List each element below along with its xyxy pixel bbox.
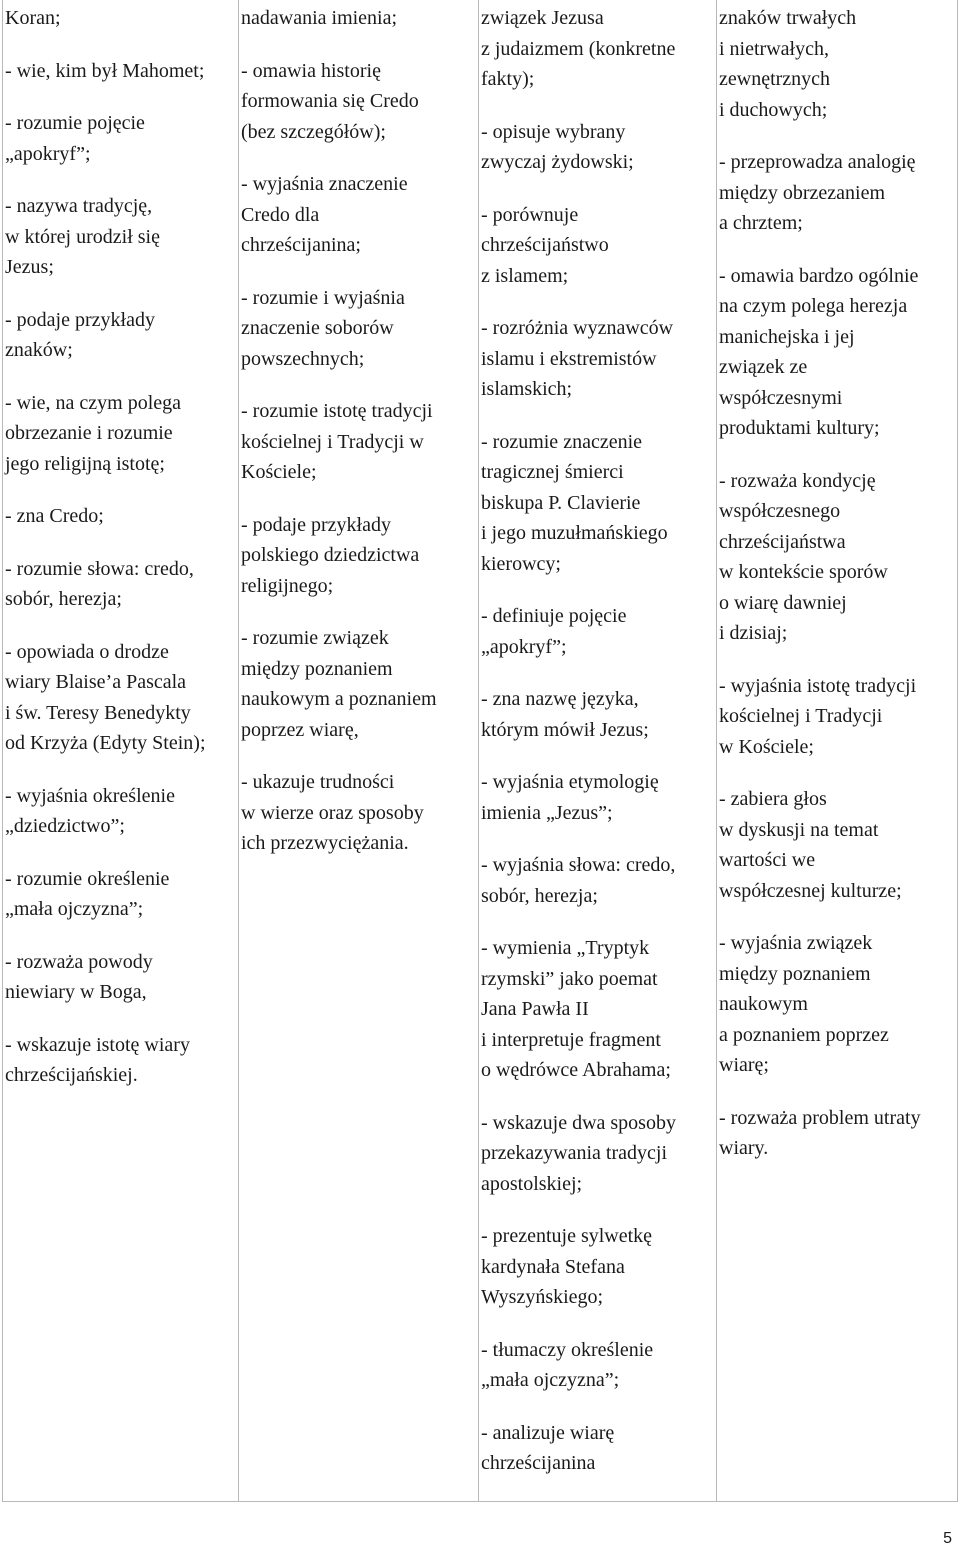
list-item: nadawania imienia; [241, 7, 398, 29]
list-item: - opisuje wybrany zwyczaj żydowski; [481, 120, 634, 173]
list-item: znaków trwałych i nietrwałych, zewnętrznych i duchowych; [719, 7, 857, 121]
page-number: 5 [943, 1530, 952, 1547]
list-item: - rozumie znaczenie tragicznej śmierci biskupa P. Clavierie i jego muzułmańskiego kierowcy; [481, 430, 668, 575]
list-item: - podaje przykłady znaków; [5, 308, 155, 361]
list-item: - wskazuje dwa sposoby przekazywania tradycji apostolskiej; [481, 1111, 676, 1195]
list-item: - rozumie istotę tradycji kościelnej i Tradycji w Kościele; [241, 400, 433, 483]
table-row [3, 0, 958, 1501]
list-item: - przeprowadza analogię między obrzezaniem a chrztem; [719, 151, 916, 234]
requirements-table [2, 0, 958, 1502]
list-item: - porównuje chrześcijaństwo z islamem; [481, 203, 609, 287]
list-item: - tłumaczy określenie „mała ojczyzna”; [481, 1338, 654, 1391]
list-item: - rozważa powody niewiary w Boga, [5, 950, 153, 1003]
list-item: - rozważa kondycję współczesnego chrześcijaństwa w kontekście sporów o wiarę dawniej i dzisiaj; [719, 469, 888, 644]
list-item: - wie, kim był Mahomet; [5, 59, 205, 82]
column-4 [717, 0, 958, 1501]
list-item: związek Jezusa z judaizmem (konkretne fakty); [481, 7, 676, 90]
list-item: - podaje przykłady polskiego dziedzictwa religijnego; [241, 513, 420, 597]
list-item: - wymienia „Tryptyk rzymski” jako poemat Jana Pawła II i interpretuje fragment o wędrówce Abrahama; [481, 937, 671, 1081]
list-item: - omawia bardzo ogólnie na czym polega herezja manichejska i jej związek ze współczesnymi produktami kultury; [719, 264, 919, 439]
list-item: - rozróżnia wyznawców islamu i ekstremistów islamskich; [481, 317, 674, 400]
list-item: - wyjaśnia określenie „dziedzictwo”; [5, 784, 175, 837]
list-item: - ukazuje trudności w wierze oraz sposoby ich przezwyciężania. [241, 771, 424, 854]
list-item: - zna nazwę języka, którym mówił Jezus; [481, 688, 649, 741]
list-item: - wyjaśnia znaczenie Credo dla chrześcijanina; [241, 173, 408, 256]
list-item: - zabiera głos w dyskusji na temat wartości we współczesnej kulturze; [719, 788, 902, 902]
list-item: - rozumie określenie „mała ojczyzna”; [5, 867, 170, 920]
list-item: - rozumie słowa: credo, sobór, herezja; [5, 557, 194, 610]
column-3 [479, 0, 717, 1501]
list-item: - wyjaśnia słowa: credo, sobór, herezja; [481, 854, 676, 907]
list-item: - wyjaśnia istotę tradycji kościelnej i Tradycji w Kościele; [719, 674, 917, 758]
list-item: Koran; [5, 7, 61, 29]
list-item: - definiuje pojęcie „apokryf”; [481, 605, 627, 658]
column-2 [239, 0, 479, 1501]
list-item: - prezentuje sylwetkę kardynała Stefana Wyszyńskiego; [481, 1225, 653, 1308]
list-item: - wskazuje istotę wiary chrześcijańskiej. [5, 1033, 190, 1086]
list-item: - nazywa tradycję, w której urodził się Jezus; [5, 195, 160, 278]
list-item: - wyjaśnia etymologię imienia „Jezus”; [481, 771, 659, 824]
list-item: - omawia historię formowania się Credo (bez szczegółów); [241, 59, 419, 143]
list-item: - rozumie pojęcie „apokryf”; [5, 112, 145, 165]
list-item: - wie, na czym polega obrzezanie i rozumie jego religijną istotę; [5, 391, 182, 475]
list-item: - rozumie związek między poznaniem naukowym a poznaniem poprzez wiarę, [241, 627, 437, 741]
list-item: - opowiada o drodze wiary Blaise’a Pascala i św. Teresy Benedykty od Krzyża (Edyty Stein); [5, 640, 206, 754]
list-item: - wyjaśnia związek między poznaniem naukowym a poznaniem poprzez wiarę; [719, 932, 889, 1076]
list-item: - rozważa problem utraty wiary. [719, 1106, 921, 1159]
list-item: - analizuje wiarę chrześcijanina [481, 1421, 615, 1474]
list-item: - rozumie i wyjaśnia znaczenie soborów powszechnych; [241, 286, 405, 370]
column-1 [3, 0, 239, 1501]
list-item: - zna Credo; [5, 505, 104, 527]
